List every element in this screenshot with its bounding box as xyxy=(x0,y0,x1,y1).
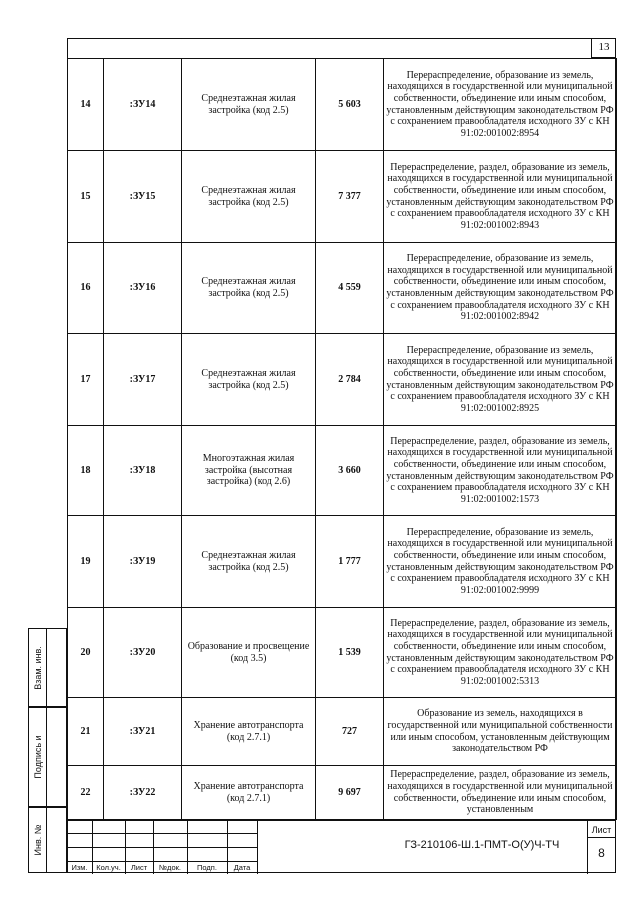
land-use: Среднеэтажная жилая застройка (код 2.5) xyxy=(182,516,316,608)
table-row xyxy=(68,151,617,243)
row-number: 16 xyxy=(68,243,104,334)
plot-area: 5 603 xyxy=(316,59,384,151)
plot-area: 4 559 xyxy=(316,243,384,334)
row-number: 18 xyxy=(68,426,104,516)
land-use: Образование и просвещение (код 3.5) xyxy=(182,608,316,698)
formation-method: Перераспределение, образование из земель, находящихся в государственной или муниципальной собственности, объединение или иным способом, установленным действующим законодательством РФ с сохранением правообладателя исходного ЗУ с КН 91:02:001002:9999 xyxy=(384,516,617,608)
land-use: Среднеэтажная жилая застройка (код 2.5) xyxy=(182,59,316,151)
formation-method: Образование из земель, находящихся в государственной или муниципальной собственности или иным способом, установленным действующим законодательством РФ xyxy=(384,698,617,766)
plot-code: :ЗУ17 xyxy=(104,334,182,426)
table-row xyxy=(68,608,617,698)
plot-code: :ЗУ18 xyxy=(104,426,182,516)
formation-method: Перераспределение, образование из земель, находящихся в государственной или муниципальной собственности, объединение или иным способом, установленным действующим законодательством РФ с сохранением правообладателя исходного ЗУ с КН 91:02:001002:8954 xyxy=(384,59,617,151)
row-number: 15 xyxy=(68,151,104,243)
land-use: Среднеэтажная жилая застройка (код 2.5) xyxy=(182,151,316,243)
plot-area: 1 777 xyxy=(316,516,384,608)
stamp-header-podp: Подп. xyxy=(197,863,217,872)
plot-area: 1 539 xyxy=(316,608,384,698)
plot-code: :ЗУ15 xyxy=(104,151,182,243)
document-id: ГЗ-210106-Ш.1-ПМТ-О(У)Ч-ТЧ xyxy=(404,839,560,851)
formation-method: Перераспределение, раздел, образование из земель, находящихся в государственной или муниципальной собственности, объединение или иным способом, установленным xyxy=(384,766,617,820)
plot-code: :ЗУ14 xyxy=(104,59,182,151)
stamp-header-list: Лист xyxy=(130,863,148,872)
plot-code: :ЗУ16 xyxy=(104,243,182,334)
table-row xyxy=(68,243,617,334)
plot-code: :ЗУ21 xyxy=(104,698,182,766)
table-row xyxy=(68,516,617,608)
side-label-vzam: Взам. инв. xyxy=(32,645,43,690)
row-number: 22 xyxy=(68,766,104,820)
formation-method: Перераспределение, образование из земель, находящихся в государственной или муниципальной собственности, объединение или иным способом, установленным действующим законодательством РФ с сохранением правообладателя исходного ЗУ с КН 91:02:001002:8942 xyxy=(384,243,617,334)
page-number: 13 xyxy=(591,38,616,58)
plot-area: 3 660 xyxy=(316,426,384,516)
table-row xyxy=(68,766,617,820)
side-block-vzam xyxy=(28,628,67,707)
row-number: 17 xyxy=(68,334,104,426)
stamp-header-kolich: Кол.уч. xyxy=(96,863,121,872)
land-use: Среднеэтажная жилая застройка (код 2.5) xyxy=(182,243,316,334)
row-number: 21 xyxy=(68,698,104,766)
formation-method: Перераспределение, образование из земель, находящихся в государственной или муниципальной собственности, объединение или иным способом, установленным действующим законодательством РФ с сохранением правообладателя исходного ЗУ с КН 91:02:001002:8925 xyxy=(384,334,617,426)
stamp-header-izm: Изм. xyxy=(71,863,88,872)
table-row xyxy=(68,334,617,426)
table-row xyxy=(68,426,617,516)
formation-method: Перераспределение, раздел, образование из земель, находящихся в государственной или муниципальной собственности, объединение или иным способом, установленным действующим законодательством РФ с сохранением правообладателя исходного ЗУ с КН 91:02:001002:5313 xyxy=(384,608,617,698)
side-label-inv: Инв. № xyxy=(32,824,43,856)
plot-area: 9 697 xyxy=(316,766,384,820)
plot-code: :ЗУ19 xyxy=(104,516,182,608)
plot-code: :ЗУ22 xyxy=(104,766,182,820)
plot-area: 727 xyxy=(316,698,384,766)
row-number: 14 xyxy=(68,59,104,151)
formation-method: Перераспределение, раздел, образование из земель, находящихся в государственной или муниципальной собственности, объединение или иным способом, установленным действующим законодательством РФ с сохранением правообладателя исходного ЗУ с КН 91:02:001002:1573 xyxy=(384,426,617,516)
row-number: 20 xyxy=(68,608,104,698)
sheet-number: 8 xyxy=(598,846,605,860)
plot-area: 7 377 xyxy=(316,151,384,243)
sheet-label: Лист xyxy=(591,825,612,835)
title-block xyxy=(67,820,616,873)
stamp-header-ndok: №док. xyxy=(159,863,181,872)
row-number: 19 xyxy=(68,516,104,608)
land-use: Хранение автотранспорта (код 2.7.1) xyxy=(182,766,316,820)
stamp-header-data: Дата xyxy=(233,863,251,872)
side-label-podpis: Подпись и xyxy=(32,735,43,779)
land-plots-table xyxy=(67,58,617,820)
formation-method: Перераспределение, раздел, образование из земель, находящихся в государственной или муниципальной собственности, объединение или иным способом, установленным действующим законодательством РФ с сохранением правообладателя исходного ЗУ с КН 91:02:001002:8943 xyxy=(384,151,617,243)
table-row xyxy=(68,698,617,766)
land-use: Многоэтажная жилая застройка (высотная застройка) (код 2.6) xyxy=(182,426,316,516)
side-block-podpis xyxy=(28,707,67,807)
plot-area: 2 784 xyxy=(316,334,384,426)
land-use: Среднеэтажная жилая застройка (код 2.5) xyxy=(182,334,316,426)
side-block-inv xyxy=(28,807,67,873)
table-row xyxy=(68,59,617,151)
land-use: Хранение автотранспорта (код 2.7.1) xyxy=(182,698,316,766)
plot-code: :ЗУ20 xyxy=(104,608,182,698)
